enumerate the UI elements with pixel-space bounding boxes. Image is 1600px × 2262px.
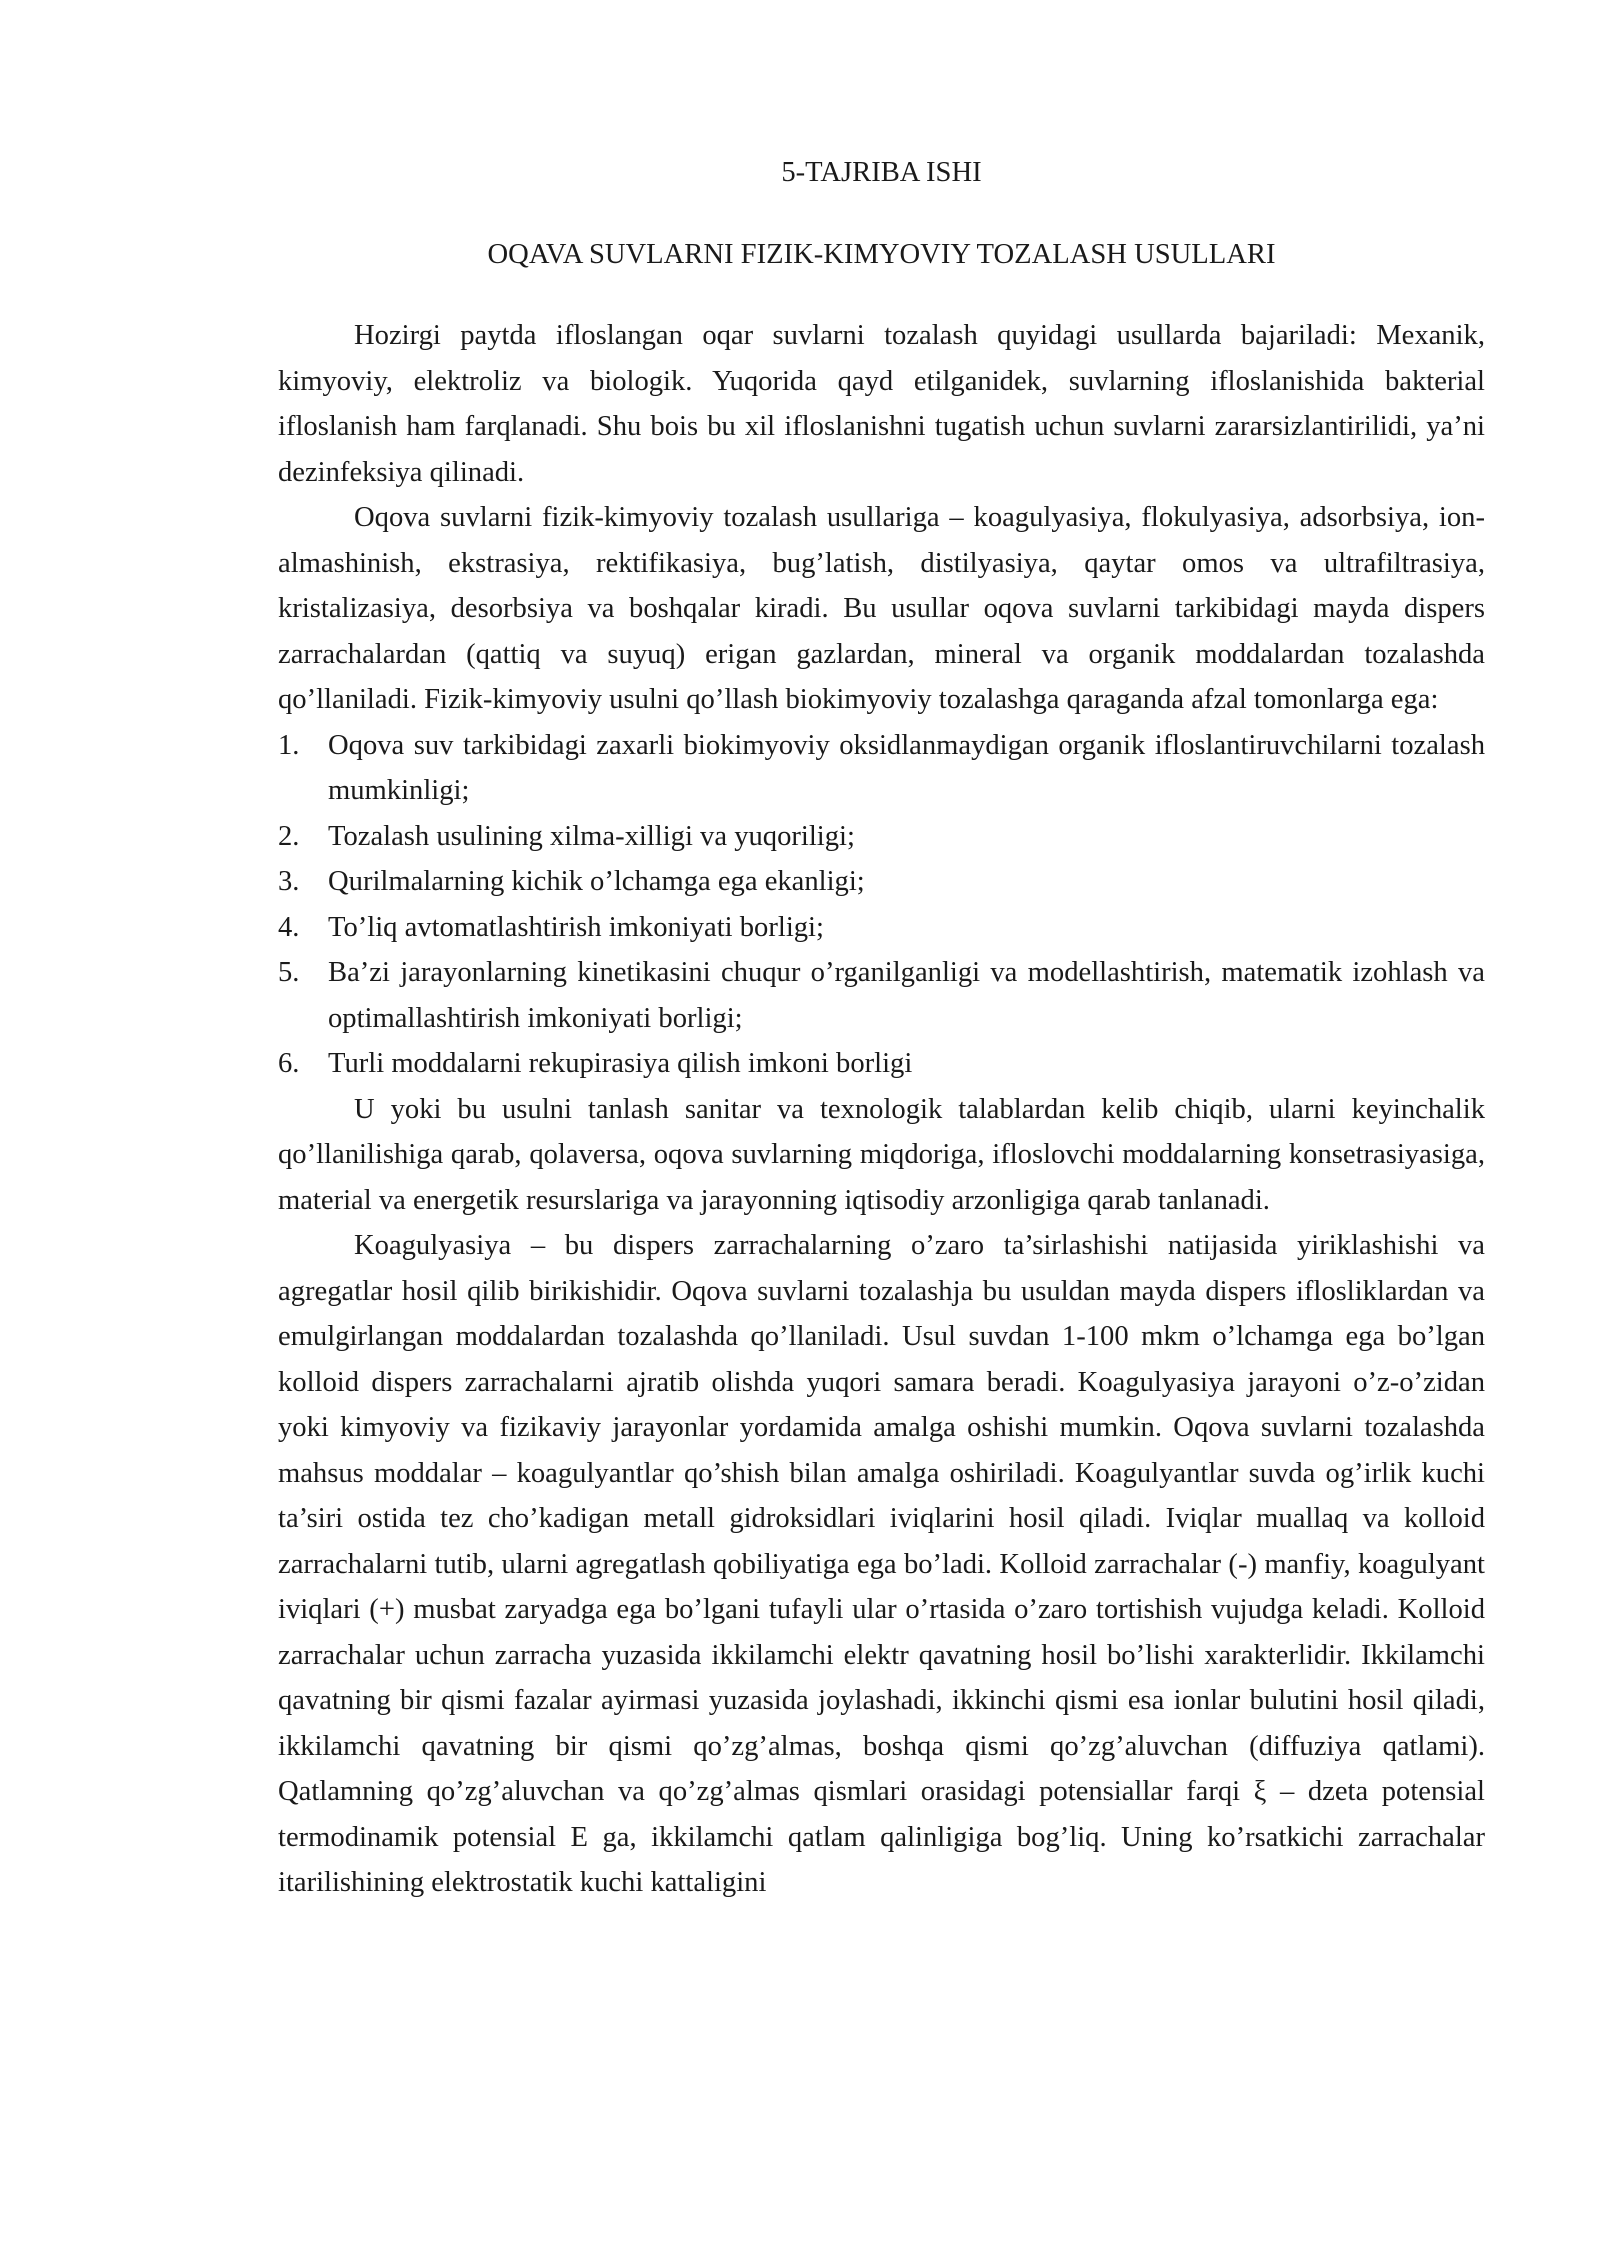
list-item xyxy=(278,814,1485,860)
paragraph: Oqova suvlarni fizik-kimyoviy tozalash usullariga – koagulyasiya, flokulyasiya, adsorbsiya, ion-almashinish, ekstrasiya, rektifikasiya, bug’latish, distilyasiya, qaytar omos va ultrafiltrasiya, kristalizasiya, desorbsiya va boshqalar kiradi. Bu usullar oqova suvlarni tarkibidagi mayda dispers zarrachalardan (qattiq va suyuq) erigan gazlardan, mineral va organik moddalardan tozalashda qo’llaniladi. Fizik-kimyoviy usulni qo’llash biokimyoviy tozalashga qaraganda afzal tomonlarga ega: xyxy=(278,502,1485,715)
paragraph: Hozirgi paytda ifloslangan oqar suvlarni tozalash quyidagi usullarda bajariladi: Mexanik, kimyoviy, elektroliz va biologik. Yuqorida qayd etilganidek, suvlarning ifloslanishida bakterial ifloslanish ham farqlanadi. Shu bois bu xil ifloslanishni tugatish uchun suvlarni zararsizlantirilidi, ya’ni dezinfeksiya qilinadi. xyxy=(278,320,1485,488)
list-item-text: Qurilmalarning kichik o’lchamga ega ekanligi; xyxy=(328,866,865,897)
list-item-number: 2. xyxy=(278,820,300,852)
list-item xyxy=(278,1041,1485,1087)
list-item-number: 3. xyxy=(278,866,300,897)
list-item-text: Tozalash usulining xilma-xilligi va yuqoriligi; xyxy=(328,820,855,852)
list-item xyxy=(278,723,1485,814)
list-item-text: Ba’zi jarayonlarning kinetikasini chuqur o’rganilganligi va modellashtirish, matematik izohlash va optimallashtirish imkoniyati borligi; xyxy=(328,957,1485,1034)
list-item xyxy=(278,859,1485,905)
list-item-number: 4. xyxy=(278,911,300,943)
advantages-list xyxy=(278,723,1485,1087)
list-item-number: 5. xyxy=(278,957,300,988)
document-title: OQAVA SUVLARNI FIZIK-KIMYOVIY TOZALASH USULLARI xyxy=(487,238,1276,270)
list-item xyxy=(278,905,1485,951)
list-item-number: 1. xyxy=(278,729,300,761)
list-item-number: 6. xyxy=(278,1048,300,1079)
lab-work-heading: 5-TAJRIBA ISHI xyxy=(781,157,982,188)
paragraph: U yoki bu usulni tanlash sanitar va texnologik talablardan kelib chiqib, ularni keyinchalik qo’llanilishiga qarab, qolaversa, oqova suvlarning miqdoriga, ifloslovchi moddalarning konsetrasiyasiga, material va energetik resurslariga va jarayonning iqtisodiy arzonligiga qarab tanlanadi. xyxy=(278,1093,1485,1216)
list-item-text: Turli moddalarni rekupirasiya qilish imkoni borligi xyxy=(328,1048,913,1079)
list-item-text: To’liq avtomatlashtirish imkoniyati borligi; xyxy=(328,911,824,943)
list-item-text: Oqova suv tarkibidagi zaxarli biokimyoviy oksidlanmaydigan organik ifloslantiruvchilarni tozalash mumkinligi; xyxy=(328,729,1485,806)
paragraph: Koagulyasiya – bu dispers zarrachalarning o’zaro ta’sirlashishi natijasida yiriklashishi va agregatlar hosil qilib birikishidir. Oqova suvlarni tozalashja bu usuldan mayda dispers iflosliklardan va emulgirlangan moddalardan tozalashda qo’llaniladi. Usul suvdan 1-100 mkm o’lchamga ega bo’lgan kolloid dispers zarrachalarni ajratib olishda yuqori samara beradi. Koagulyasiya jarayoni o’z-o’zidan yoki kimyoviy va fizikaviy jarayonlar yordamida amalga oshishi mumkin. Oqova suvlarni tozalashda mahsus moddalar – koagulyantlar qo’shish bilan amalga oshiriladi. Koagulyantlar suvda og’irlik kuchi ta’siri ostida tez cho’kadigan metall gidroksidlari iviqlarini hosil qiladi. Iviqlar muallaq va kolloid zarrachalarni tutib, ularni agregatlash qobiliyatiga ega bo’ladi. Kolloid zarrachalar (-) manfiy, koagulyant iviqlari (+) musbat zaryadga ega bo’lgani tufayli ular o’rtasida o’zaro tortishish vujudga keladi. Kolloid zarrachalar uchun zarracha yuzasida ikkilamchi elektr qavatning hosil bo’lishi xarakterlidir. Ikkilamchi qavatning bir qismi fazalar ayirmasi yuzasida joylashadi, ikkinchi qismi esa ionlar bulutini hosil qiladi, ikkilamchi qavatning bir qismi qo’zg’almas, boshqa qismi qo’zg’aluvchan (diffuziya qatlami). Qatlamning qo’zg’aluvchan va qo’zg’almas qismlari orasidagi potensiallar farqi ξ – dzeta potensial termodinamik potensial E ga, ikkilamchi qatlam qalinligiga bog’liq. Uning ko’rsatkichi zarrachalar itarilishining elektrostatik kuchi kattaligini xyxy=(278,1230,1485,1898)
document-page xyxy=(278,150,1485,1906)
list-item xyxy=(278,950,1485,1041)
